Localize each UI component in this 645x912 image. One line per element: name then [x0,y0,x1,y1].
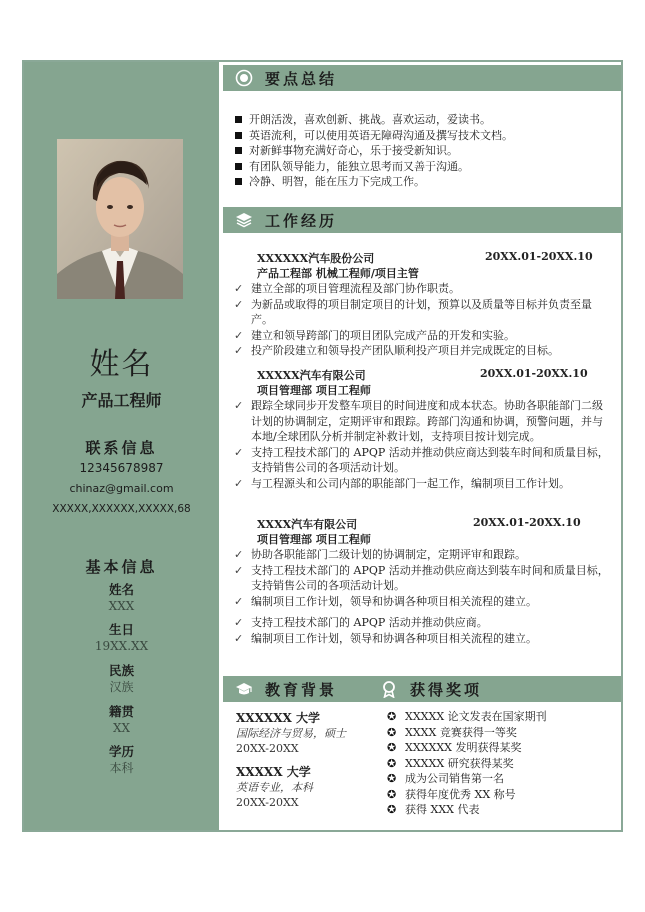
candidate-name: 姓名 [89,347,154,382]
profile-photo [57,139,183,299]
basic-info-value: 19XX.XX [94,639,149,653]
list-item: ✓ 支持工程技术部门的 APQP 活动并推动供应商达到装车时间和质量目标，支持销售公司的各项活动计划。 [233,445,613,476]
list-item: ✪ XXXXX 研究获得某奖 [387,756,617,772]
major: 英语专业，本科 [236,781,313,794]
years: 20XX-20XX [236,796,299,809]
awards-section-header [368,676,621,702]
target-icon [235,69,253,87]
candidate-job-title: 产品工程师 [81,391,162,410]
basic-info-label: 籍贯 [108,704,134,719]
list-item: ✓ 跟踪全球同步开发整车项目的时间进度和成本状态。协助各职能部门二级计划的协调制定，定期评审和跟踪。跨部门沟通和协调，预警问题，并与本地/全球团队分析并制定补救计划，支持项目按计划完成。 [233,398,613,445]
list-item: 英语流利，可以使用英语无障碍沟通及撰写技术文档。 [233,128,613,144]
basic-info-item [24,622,219,655]
email-address: chinaz@gmail.com [69,482,174,495]
list-item: ✪ XXXXXX 发明获得某奖 [387,740,617,756]
basic-info-item [24,744,219,777]
sidebar [24,62,219,830]
list-item: ✓ 支持工程技术部门的 APQP 活动并推动供应商达到装车时间和质量目标，支持销售公司的各项活动计划。 [233,563,613,594]
job-role: 项目管理部 项目工程师 [257,533,371,546]
list-item: 对新鲜事物充满好奇心，乐于接受新知识。 [233,143,613,159]
basic-info-item [24,704,219,737]
list-item: ✪ 成为公司销售第一名 [387,771,617,787]
job-entry [233,250,613,359]
list-item: ✪ 获得年度优秀 XX 称号 [387,787,617,803]
list-item: 有团队领导能力，能独立思考而又善于沟通。 [233,159,613,175]
major: 国际经济与贸易，硕士 [236,727,346,740]
job-company: XXXXXX汽车股份公司 [257,252,375,265]
basic-info-value: XX [112,721,131,735]
job-role: 产品工程部 机械工程师/项目主管 [257,267,419,280]
list-item: ✓ 编制项目工作计划，领导和协调各种项目相关流程的建立。 [233,594,613,610]
school-name: XXXXX 大学 [236,765,311,779]
job-dates: 20XX.01-20XX.10 [473,516,581,529]
basic-info-label: 民族 [108,663,134,678]
education-heading: 教育背景 [265,680,338,699]
school-name: XXXXXX 大学 [236,711,321,725]
contact-heading: 联系信息 [85,439,158,457]
main-content [223,62,621,830]
basic-info-label: 学历 [108,744,134,759]
summary-heading: 要点总结 [265,69,338,88]
list-item: ✓ 与工程源头和公司内部的职能部门一起工作，编制项目工作计划。 [233,476,613,492]
basic-info-item [24,663,219,696]
graduation-cap-icon [235,680,253,698]
education-entry [236,764,386,810]
list-item: ✪ XXXX 竞赛获得一等奖 [387,725,617,741]
list-item: ✓ 协助各职能部门二级计划的协调制定，定期评审和跟踪。 [233,547,613,563]
list-item: ✓ 投产阶段建立和领导投产团队顺利投产项目并完成既定的目标。 [233,343,613,359]
resume-sheet [22,60,623,832]
job-role: 项目管理部 项目工程师 [257,384,371,397]
list-item: 开朗活泼，喜欢创新、挑战。喜欢运动，爱读书。 [233,112,613,128]
job-dates: 20XX.01-20XX.10 [480,367,588,380]
basic-info-label: 生日 [108,622,134,637]
basic-info-item [24,582,219,615]
job-entry [233,367,613,491]
list-item: ✪ XXXXX 论文发表在国家期刊 [387,709,617,725]
list-item: 冷静、明智，能在压力下完成工作。 [233,174,613,190]
layers-icon [235,211,253,229]
awards-heading: 获得奖项 [410,680,483,699]
education-entry [236,710,386,756]
experience-section-header [223,207,621,233]
job-dates: 20XX.01-20XX.10 [485,250,593,263]
list-item: ✓ 为新品或取得的项目制定项目的计划，预算以及质量等目标并负责至量产。 [233,297,613,328]
list-item: ✓ 建立和领导跨部门的项目团队完成产品的开发和实验。 [233,328,613,344]
job-company: XXXXX汽车有限公司 [257,369,366,382]
basic-info-value: 本科 [109,761,134,775]
summary-list [233,112,613,190]
award-icon [380,680,398,698]
list-item: ✓ 编制项目工作计划，领导和协调各种项目相关流程的建立。 [233,631,613,647]
job-company: XXXX汽车有限公司 [257,518,358,531]
experience-heading: 工作经历 [265,211,338,230]
list-item: ✓ 支持工程技术部门的 APQP 活动并推动供应商。 [233,615,613,631]
basic-info-value: 汉族 [109,680,134,694]
address: XXXXX,XXXXXX,XXXXX,68 [52,503,191,515]
years: 20XX-20XX [236,742,299,755]
list-item: ✓ 建立全部的项目管理流程及部门协作职责。 [233,281,613,297]
basic-info-heading: 基本信息 [85,558,158,576]
awards-list [387,709,617,818]
basic-info-label: 姓名 [108,582,134,597]
list-item: ✪ 获得 XXX 代表 [387,802,617,818]
phone-number: 12345678987 [79,461,164,475]
job-entry [233,516,613,646]
basic-info-value: XXX [108,599,135,613]
summary-section-header [223,65,621,91]
